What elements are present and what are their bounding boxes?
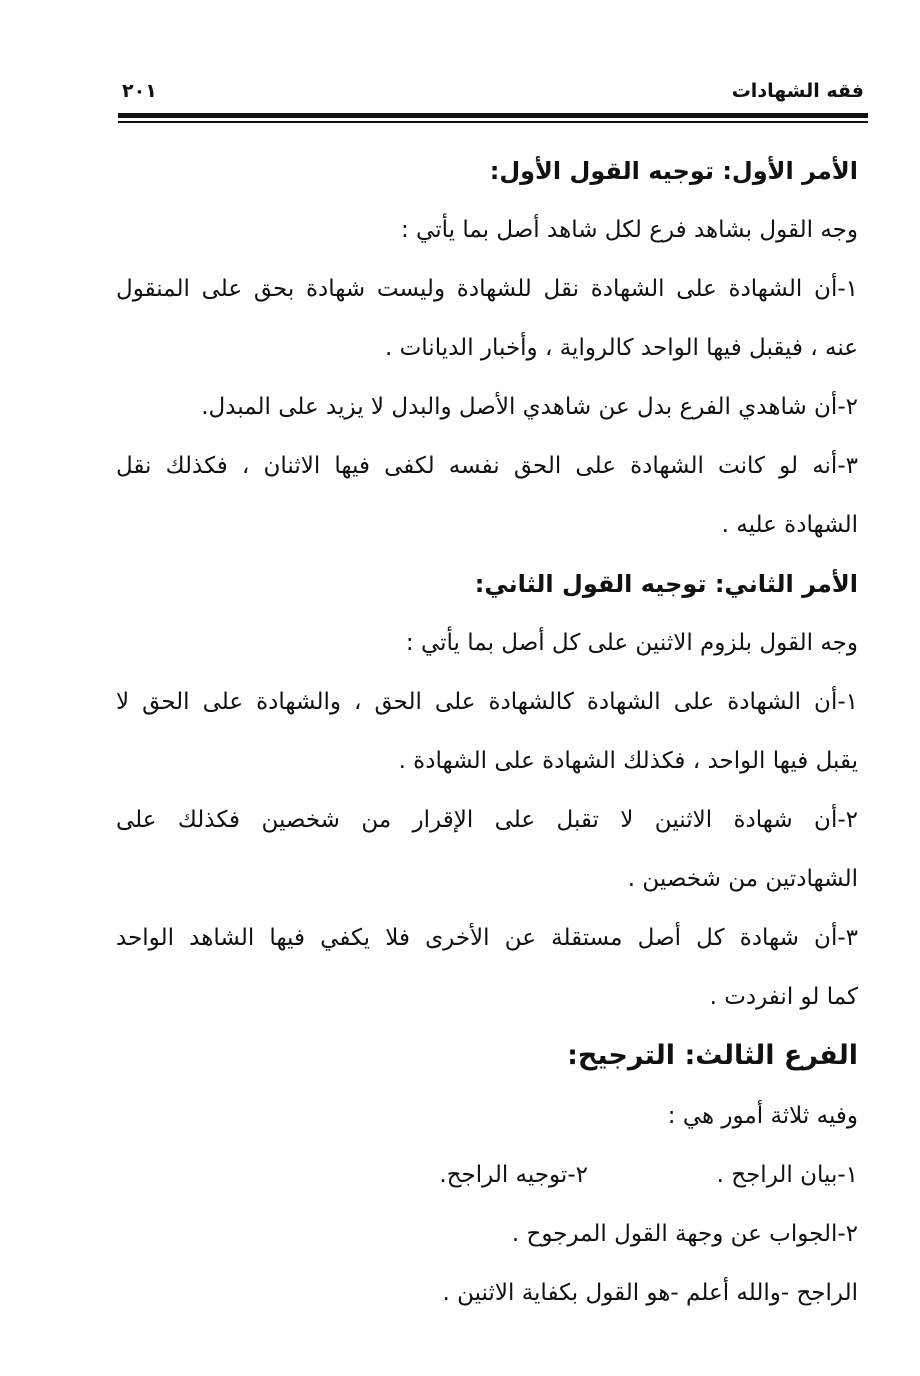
paragraph-line: ٢-الجواب عن وجهة القول المرجوح . bbox=[511, 1221, 858, 1247]
section-heading-second: الأمر الثاني: توجيه القول الثاني: bbox=[474, 570, 858, 598]
paragraph-line: ٣-أنه لو كانت الشهادة على الحق نفسه لكفى فيها الاثنان ، فكذلك نقل bbox=[116, 453, 858, 479]
paragraph-line: الشهادة عليه . bbox=[721, 512, 858, 538]
paragraph-line: عنه ، فيقبل فيها الواحد كالرواية ، وأخبار الديانات . bbox=[385, 335, 858, 361]
paragraph-line: يقبل فيها الواحد ، فكذلك الشهادة على الشهادة . bbox=[398, 748, 858, 774]
conclusion-line: الراجح -والله أعلم -هو القول بكفاية الاثنين . bbox=[442, 1280, 858, 1306]
paragraph-line: ٢-أن شهادة الاثنين لا تقبل على الإقرار من شخصين فكذلك على bbox=[116, 807, 858, 833]
paragraph-line: وفيه ثلاثة أمور هي : bbox=[667, 1103, 858, 1129]
paragraph-line: وجه القول بشاهد فرع لكل شاهد أصل بما يأتي : bbox=[400, 217, 858, 243]
list-item: ٢-توجيه الراجح. bbox=[439, 1162, 588, 1188]
paragraph-line: كما لو انفردت . bbox=[709, 984, 858, 1010]
paragraph-line: وجه القول بلزوم الاثنين على كل أصل بما يأتي : bbox=[405, 630, 858, 656]
section-heading-first: الأمر الأول: توجيه القول الأول: bbox=[489, 157, 858, 185]
paragraph-line: ١-أن الشهادة على الشهادة كالشهادة على الحق ، والشهادة على الحق لا bbox=[116, 689, 858, 715]
header-rule-thin bbox=[118, 121, 868, 123]
header-rule-thick bbox=[118, 113, 868, 118]
two-column-list-line bbox=[116, 1150, 858, 1209]
branch-heading-third: الفرع الثالث: الترجيح: bbox=[567, 1040, 858, 1071]
paragraph-line: ٣-أن شهادة كل أصل مستقلة عن الأخرى فلا يكفي فيها الشاهد الواحد bbox=[116, 925, 858, 951]
list-item: ١-بيان الراجح . bbox=[716, 1162, 858, 1188]
paragraph-line: ٢-أن شاهدي الفرع بدل عن شاهدي الأصل والبدل لا يزيد على المبدل. bbox=[201, 394, 858, 420]
page-number: ٢٠١ bbox=[122, 80, 157, 102]
paragraph-line: الشهادتين من شخصين . bbox=[627, 866, 858, 892]
paragraph-line: ١-أن الشهادة على الشهادة نقل للشهادة وليست شهادة بحق على المنقول bbox=[116, 276, 858, 302]
page-header bbox=[118, 80, 866, 106]
running-title: فقه الشهادات bbox=[731, 80, 864, 102]
page-body bbox=[116, 146, 858, 1327]
